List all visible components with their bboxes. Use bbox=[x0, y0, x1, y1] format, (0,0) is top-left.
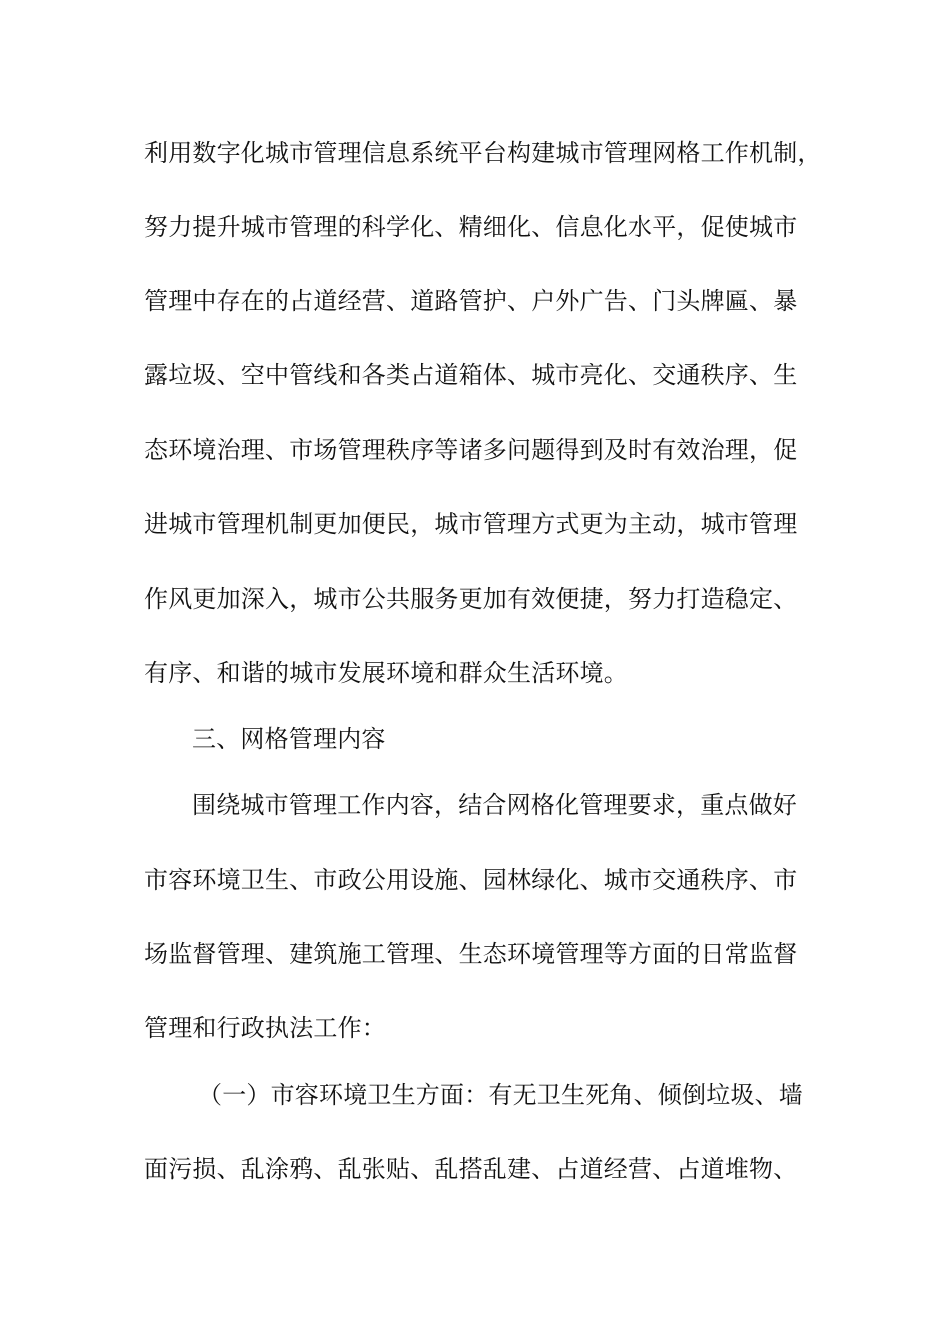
paragraph-line: 露垃圾、空中管线和各类占道箱体、城市亮化、交通秩序、生 bbox=[144, 361, 798, 389]
paragraph-line: 市容环境卫生、市政公用设施、园林绿化、城市交通秩序、市 bbox=[144, 866, 798, 894]
paragraph-line: 有序、和谐的城市发展环境和群众生活环境。 bbox=[144, 659, 628, 687]
paragraph-line: 进城市管理机制更加便民，城市管理方式更为主动，城市管理 bbox=[144, 510, 798, 538]
section-heading: 三、网格管理内容 bbox=[192, 725, 386, 753]
paragraph-line: 作风更加深入，城市公共服务更加有效便捷，努力打造稳定、 bbox=[144, 585, 798, 613]
paragraph-line: 管理和行政执法工作： bbox=[144, 1014, 386, 1042]
paragraph-line: 管理中存在的占道经营、道路管护、户外广告、门头牌匾、暴 bbox=[144, 287, 798, 315]
paragraph-line: 围绕城市管理工作内容，结合网格化管理要求，重点做好 bbox=[192, 791, 797, 819]
paragraph-line: 面污损、乱涂鸦、乱张贴、乱搭乱建、占道经营、占道堆物、 bbox=[144, 1155, 798, 1183]
subsection-line: （一）市容环境卫生方面：有无卫生死角、倾倒垃圾、墙 bbox=[198, 1081, 803, 1109]
paragraph-line: 利用数字化城市管理信息系统平台构建城市管理网格工作机制， bbox=[144, 139, 822, 167]
paragraph-line: 场监督管理、建筑施工管理、生态环境管理等方面的日常监督 bbox=[144, 940, 798, 968]
paragraph-line: 努力提升城市管理的科学化、精细化、信息化水平，促使城市 bbox=[144, 213, 798, 241]
paragraph-line: 态环境治理、市场管理秩序等诸多问题得到及时有效治理，促 bbox=[144, 436, 798, 464]
